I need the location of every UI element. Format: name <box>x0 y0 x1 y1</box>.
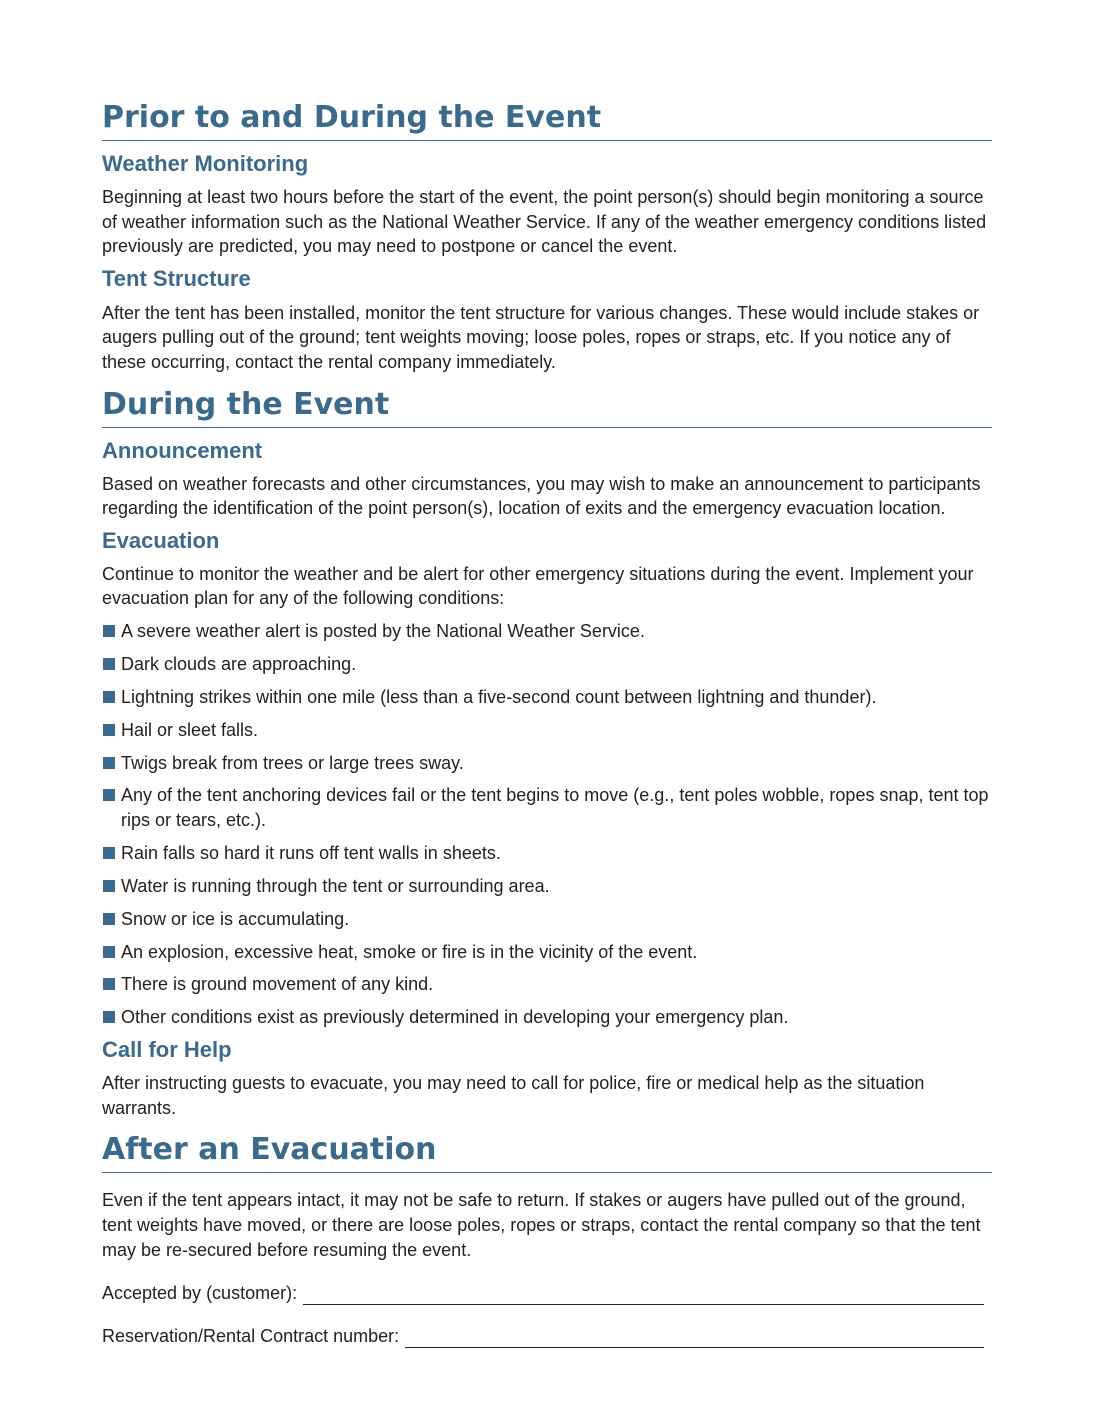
square-bullet-icon <box>103 946 115 958</box>
heading-call-for-help: Call for Help <box>102 1037 232 1063</box>
list-item: Twigs break from trees or large trees sway. <box>102 751 992 776</box>
list-item: Hail or sleet falls. <box>102 718 992 743</box>
square-bullet-icon <box>103 1011 115 1023</box>
square-bullet-icon <box>103 789 115 801</box>
heading-tent-structure: Tent Structure <box>102 265 251 291</box>
announcement-text: Based on weather forecasts and other circumstances, you may wish to make an announcement to participants regarding the identification of the point person(s), location of exits and the emergency evacuation location. <box>102 473 981 519</box>
contract-number-label: Reservation/Rental Contract number: <box>102 1326 400 1347</box>
contract-number-row <box>102 1324 992 1348</box>
heading-evacuation: Evacuation <box>102 527 220 553</box>
square-bullet-icon <box>103 757 115 769</box>
square-bullet-icon <box>103 658 115 670</box>
section-title-prior-during: Prior to and During the Event <box>102 100 992 141</box>
evacuation-text: Continue to monitor the weather and be alert for other emergency situations during the event. Implement your evacuation plan for any of the following conditions: <box>102 563 974 609</box>
square-bullet-icon <box>103 625 115 637</box>
contract-number-field[interactable] <box>405 1329 984 1348</box>
tent-structure-text: After the tent has been installed, monitor the tent structure for various changes. These would include stakes or augers pulling out of the ground; tent weights moving; loose poles, ropes or straps, etc. If you notice any of these occurring, contact the rental company immediately. <box>102 302 980 372</box>
list-item: Other conditions exist as previously determined in developing your emergency plan. <box>102 1005 992 1030</box>
list-item: Water is running through the tent or surrounding area. <box>102 874 992 899</box>
square-bullet-icon <box>103 880 115 892</box>
heading-weather-monitoring: Weather Monitoring <box>102 151 309 176</box>
section-title-after-evacuation: After an Evacuation <box>102 1132 992 1173</box>
list-item: A severe weather alert is posted by the National Weather Service. <box>102 619 992 644</box>
square-bullet-icon <box>103 724 115 736</box>
accepted-by-label: Accepted by (customer): <box>102 1283 298 1304</box>
list-item: Rain falls so hard it runs off tent walls in sheets. <box>102 841 992 866</box>
section-title-during: During the Event <box>102 387 992 428</box>
list-item: Any of the tent anchoring devices fail or the tent begins to move (e.g., tent poles wobble, ropes snap, tent top rips or tears, etc.). <box>102 783 992 832</box>
evacuation-conditions-list <box>102 619 992 1030</box>
call-for-help-text: After instructing guests to evacuate, you may need to call for police, fire or medical help as the situation warrants. <box>102 1073 925 1118</box>
square-bullet-icon <box>103 913 115 925</box>
accepted-by-field[interactable] <box>303 1286 984 1305</box>
list-item: There is ground movement of any kind. <box>102 972 992 997</box>
list-item: Dark clouds are approaching. <box>102 652 992 677</box>
list-item: An explosion, excessive heat, smoke or fire is in the vicinity of the event. <box>102 940 992 965</box>
list-item: Lightning strikes within one mile (less than a five-second count between lightning and thunder). <box>102 685 992 710</box>
square-bullet-icon <box>103 978 115 990</box>
square-bullet-icon <box>103 847 115 859</box>
heading-announcement: Announcement <box>102 437 263 463</box>
list-item: Snow or ice is accumulating. <box>102 907 992 932</box>
accepted-by-row <box>102 1281 992 1305</box>
weather-monitoring-text: Beginning at least two hours before the start of the event, the point person(s) should begin monitoring a source of weather information such as the National Weather Service. If any of the weather emergency conditions listed previously are predicted, you may need to postpone or cancel the event. <box>102 187 987 257</box>
document-content <box>102 100 992 1348</box>
square-bullet-icon <box>103 691 115 703</box>
after-evacuation-text: Even if the tent appears intact, it may not be safe to return. If stakes or augers have pulled out of the ground, tent weights have moved, or there are loose poles, ropes or straps, contact the rental company so that the tent may be re-secured before resuming the event. <box>102 1190 981 1260</box>
